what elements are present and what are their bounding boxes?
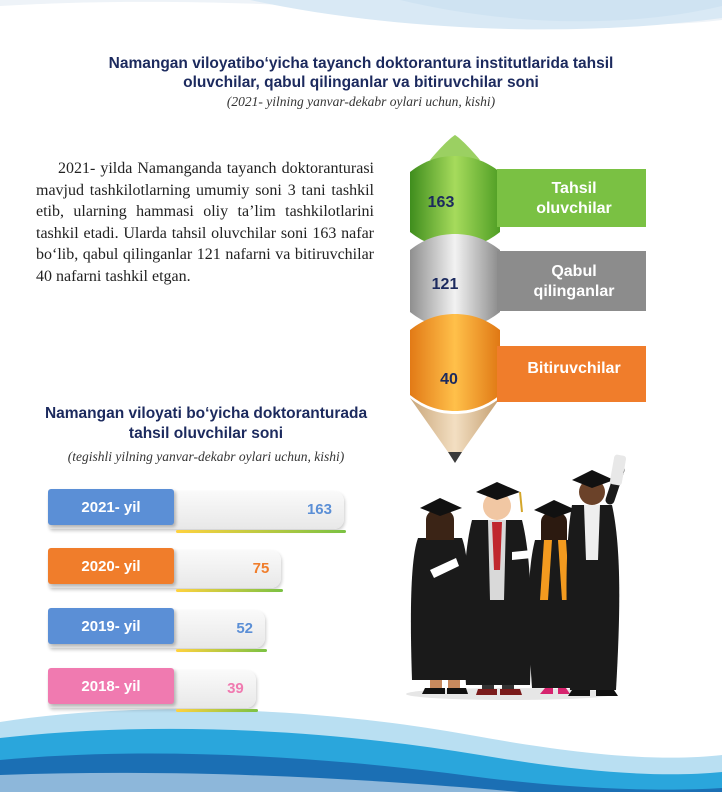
year-bar-label: 2019- yil: [48, 608, 174, 644]
pencil-value-qabul: 121: [431, 276, 459, 293]
year-bar-value: 52: [236, 620, 253, 637]
pencil-value-tahsil: 163: [427, 194, 455, 211]
graduate-1: [411, 498, 471, 694]
year-bar-value: 75: [252, 560, 270, 577]
bar-chart-title-line-2: tahsil oluvchilar soni: [128, 425, 284, 442]
title-line-1: Namangan viloyatibo‘yicha tayanch doktorantura institutlarida tahsil: [108, 55, 614, 72]
year-bar-value: 163: [306, 501, 332, 518]
bar-chart-title-line-1: Namangan viloyati bo‘yicha doktoranturada: [44, 405, 368, 422]
pencil-label-tahsil: Tahsil oluvchilar: [536, 180, 612, 217]
year-bar-label: 2020- yil: [48, 548, 174, 584]
title-line-2: oluvchilar, qabul qilinganlar va bitiruvchilar soni: [183, 74, 539, 91]
year-bar-value: 39: [227, 680, 244, 697]
pencil-label-bitiruv: Bitiruvchilar: [527, 360, 621, 377]
year-bar-label: 2018- yil: [48, 668, 174, 704]
graduate-2: [464, 482, 532, 695]
summary-paragraph: 2021- yilda Namanganda tayanch doktoranturasi mavjud tashkilotlarning umumiy soni 3 tani tashkil etib, ularning hammasi oliy ta’lim tashkilotlarini tashkil etadi. Ularda tahsil oluvchilar soni 163 nafar bo‘lib, qabul qilinganlar 121 nafarni va bitiruvchilar 40 nafarni tashkil etgan.: [36, 160, 374, 285]
year-bar-label: 2021- yil: [48, 489, 174, 525]
graduate-4: [567, 454, 627, 696]
pencil-label-qabul: Qabul qilinganlar: [533, 263, 615, 300]
page-subtitle: (2021- yilning yanvar-dekabr oylari uchun, kishi): [226, 94, 496, 109]
bar-chart-subtitle: (tegishli yilning yanvar-dekabr oylari uchun, kishi): [67, 449, 345, 464]
pencil-value-bitiruv: 40: [440, 371, 458, 388]
